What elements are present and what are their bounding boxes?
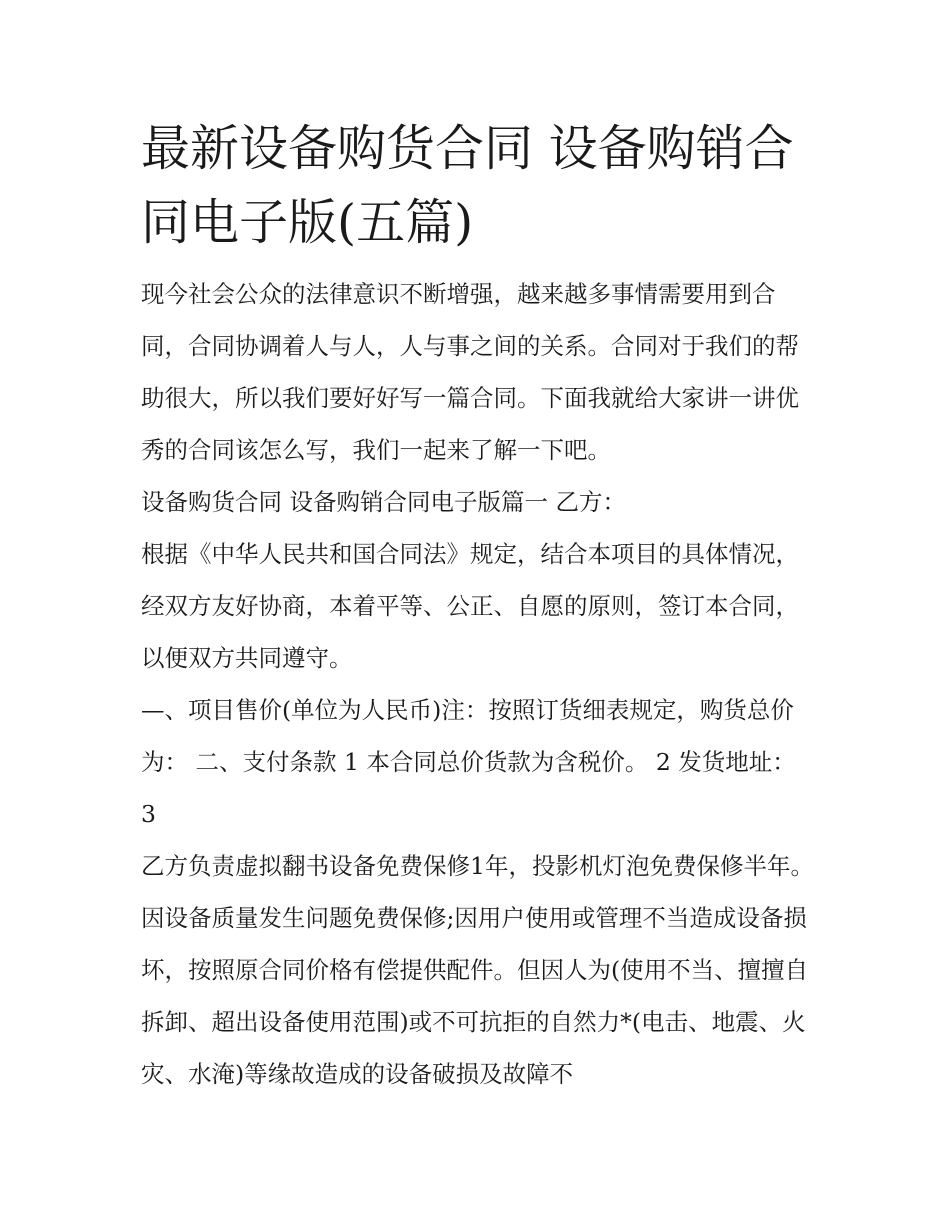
document-title: 最新设备购货合同 设备购销合同电子版(五篇) [141, 120, 794, 251]
document-body [141, 112, 817, 1100]
paragraph-intro: 现今社会公众的法律意识不断增强，越来越多事情需要用到合同，合同协调着人与人，人与事之间的关系。合同对于我们的帮助很大，所以我们要好好写一篇合同。下面我就给大家讲一讲优秀的合同该怎么写，我们一起来了解一下吧。 [141, 280, 799, 464]
paragraph-price-terms: —、项目售价(单位为人民币)注：按照订货细表规定，购货总价为： 二、支付条款 1 本合同总价货款为含税价。 2 发货地址： 3 [141, 696, 796, 828]
paragraph-legal-basis: 根据《中华人民共和国合同法》规定，结合本项目的具体情况，经双方友好协商，本着平等、公正、自愿的原则，签订本合同，以便双方共同遵守。 [141, 540, 799, 672]
paragraph-warranty: 乙方负责虚拟翻书设备免费保修1年，投影机灯泡免费保修半年。因设备质量发生问题免费保修;因用户使用或管理不当造成设备损坏，按照原合同价格有偿提供配件。但因人为(使用不当、擅擅自拆卸、超出设备使用范围)或不可抗拒的自然力*(电击、地震、火灾、水淹)等缘故造成的设备破损及故障不 [141, 852, 814, 1088]
paragraph-section-heading: 设备购货合同 设备购销合同电子版篇一 乙方： [141, 488, 626, 516]
